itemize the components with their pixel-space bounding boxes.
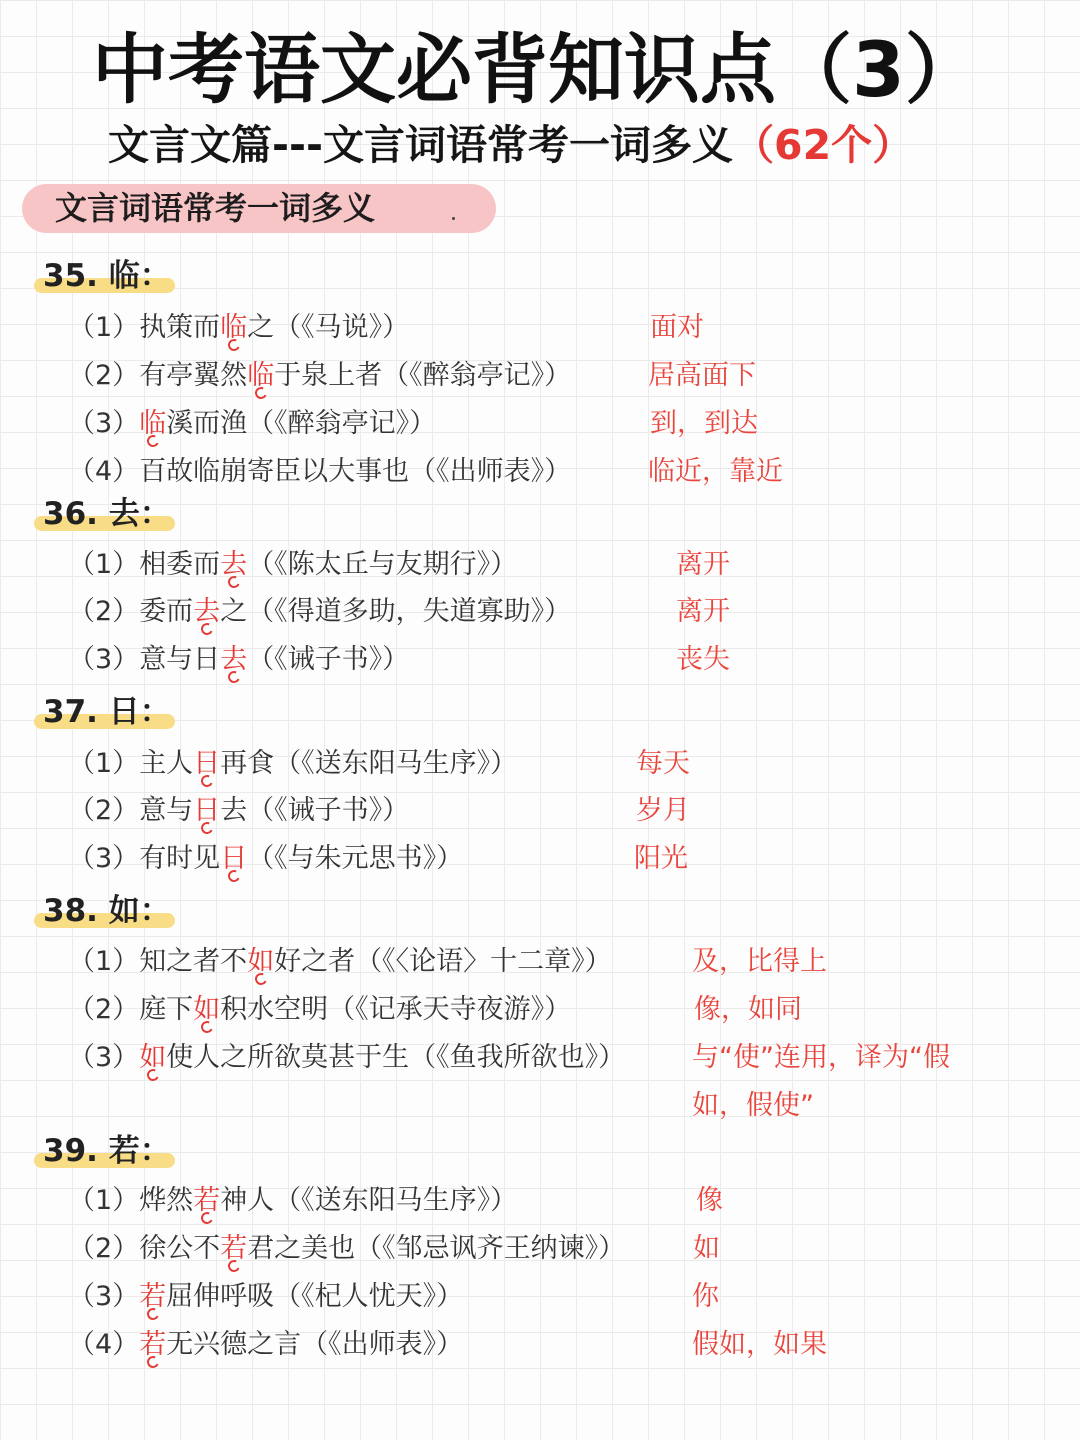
entry-number: （3） (68, 408, 140, 439)
entry-text-before: 庭下 (139, 994, 194, 1025)
subtitle-count: （62个） (733, 121, 914, 169)
entry-text: 百故临崩寄臣以大事也（《出师表》） (139, 456, 572, 487)
entry-text-after: 之（《马说》） (247, 312, 410, 343)
entry-text-before: 主人 (139, 748, 194, 779)
entry-number: （2） (68, 994, 140, 1025)
section-heading-label: 39. 若： (34, 1131, 175, 1171)
section-heading-39 (34, 1131, 175, 1171)
entry-row-38-1 (68, 942, 612, 982)
entry-meaning-37-1: 每天 (636, 748, 690, 779)
entry-key-char: 若 (139, 1325, 166, 1365)
entry-number: （1） (68, 312, 140, 343)
entry-number: （1） (68, 946, 140, 977)
entry-meaning-35-1: 面对 (650, 312, 704, 343)
entry-text-before: 意与日 (139, 644, 221, 675)
entry-number: （3） (68, 644, 140, 675)
entry-key-char: 如 (139, 1038, 166, 1078)
entry-text-after: 于泉上者（《醉翁亭记》） (274, 360, 572, 391)
section-heading-35 (34, 256, 175, 296)
entry-text-after: 无兴德之言（《出师表》） (166, 1329, 464, 1360)
entry-key-char: 临 (247, 356, 274, 396)
entry-number: （1） (68, 748, 140, 779)
section-heading-38 (34, 891, 175, 931)
entry-text-before: 执策而 (139, 312, 221, 343)
entry-text-after: （《诫子书》） (247, 644, 410, 675)
entry-number: （2） (68, 1233, 140, 1264)
entry-key-char: 若 (220, 1229, 247, 1269)
entry-text-after: 再食（《送东阳马生序》） (220, 748, 518, 779)
entry-number: （3） (68, 843, 140, 874)
entry-meaning-37-2: 岁月 (636, 795, 690, 826)
entry-key-char: 日 (220, 839, 247, 879)
entry-row-38-2 (68, 990, 571, 1030)
entry-key-char: 临 (220, 308, 247, 348)
entry-number: （1） (68, 549, 140, 580)
entry-meaning-35-3: 到，到达 (650, 408, 758, 439)
entry-number: （2） (68, 596, 140, 627)
entry-meaning-38-3-line1: 与“使”连用，译为“假 (692, 1042, 950, 1073)
entry-text-before: 相委而 (139, 549, 221, 580)
entry-number: （3） (68, 1281, 140, 1312)
entry-key-char: 如 (193, 990, 220, 1030)
entry-key-char: 若 (139, 1277, 166, 1317)
entry-meaning-39-4: 假如，如果 (692, 1329, 827, 1360)
entry-meaning-36-1: 离开 (676, 549, 730, 580)
entry-text-after: 神人（《送东阳马生序》） (220, 1185, 518, 1216)
entry-key-char: 如 (247, 942, 274, 982)
entry-text-before: 知之者不 (139, 946, 248, 977)
entry-meaning-38-1: 及，比得上 (692, 946, 827, 977)
entry-meaning-38-3-line2: 如，假使” (692, 1090, 814, 1121)
section-heading-label: 37. 日： (34, 692, 175, 732)
entry-number: （2） (68, 360, 140, 391)
entry-text-after: （《与朱元思书》） (247, 843, 464, 874)
section-heading-label: 35. 临： (34, 256, 175, 296)
entry-text-after: 好之者（《〈论语〉十二章》） (274, 946, 612, 977)
entry-row-36-2 (68, 592, 571, 632)
section-heading-label: 36. 去： (34, 494, 175, 534)
entry-text-after: （《陈太丘与友期行》） (247, 549, 518, 580)
entry-row-35-4 (68, 452, 571, 492)
entry-meaning-35-2: 居高面下 (648, 360, 756, 391)
entry-number: （4） (68, 456, 140, 487)
entry-key-char: 临 (139, 404, 166, 444)
entry-meaning-39-2: 如 (693, 1233, 720, 1264)
entry-text-after: 去（《诫子书》） (220, 795, 410, 826)
section-heading-label: 38. 如： (34, 891, 175, 931)
entry-row-39-1 (68, 1181, 517, 1221)
entry-row-39-2 (68, 1229, 625, 1269)
section-heading-36 (34, 494, 175, 534)
entry-key-char: 去 (193, 592, 220, 632)
entry-key-char: 若 (193, 1181, 220, 1221)
entry-row-35-3 (68, 404, 436, 444)
entry-text-before: 委而 (139, 596, 194, 627)
entry-text-after: 君之美也（《邹忌讽齐王纳谏》） (247, 1233, 626, 1264)
section-banner (22, 184, 496, 233)
subtitle-main: 文言文篇---文言词语常考一词多义 (108, 121, 734, 169)
entry-meaning-39-1: 像 (696, 1185, 723, 1216)
entry-text-after: 之（《得道多助，失道寡助》） (220, 596, 572, 627)
entry-row-38-3 (68, 1038, 625, 1078)
entry-meaning-38-2: 像，如同 (694, 994, 802, 1025)
entry-text-before: 意与 (139, 795, 194, 826)
entry-meaning-35-4: 临近，靠近 (648, 456, 783, 487)
entry-text-before: 有时见 (139, 843, 221, 874)
entry-text-after: 溪而渔（《醉翁亭记》） (166, 408, 437, 439)
entry-key-char: 日 (193, 744, 220, 784)
entry-row-37-3 (68, 839, 463, 879)
entry-number: （4） (68, 1329, 140, 1360)
entry-row-35-2 (68, 356, 571, 396)
entry-number: （3） (68, 1042, 140, 1073)
entry-text-before: 徐公不 (139, 1233, 221, 1264)
entry-text-after: 屈伸呼吸（《杞人忧天》） (166, 1281, 464, 1312)
entry-key-char: 日 (193, 791, 220, 831)
entry-meaning-37-3: 阳光 (634, 843, 688, 874)
entry-number: （1） (68, 1185, 140, 1216)
entry-meaning-36-3: 丧失 (676, 644, 730, 675)
page-subtitle (108, 119, 913, 171)
entry-text-before: 有亭翼然 (139, 360, 248, 391)
entry-row-37-1 (68, 744, 517, 784)
entry-key-char: 去 (220, 640, 247, 680)
entry-meaning-39-3: 你 (692, 1281, 719, 1312)
entry-text-before: 烨然 (139, 1185, 194, 1216)
entry-row-35-1 (68, 308, 409, 348)
entry-text-after: 积水空明（《记承天寺夜游》） (220, 994, 572, 1025)
entry-row-37-2 (68, 791, 409, 831)
entry-row-39-4 (68, 1325, 463, 1365)
entry-row-36-1 (68, 545, 517, 585)
page-title: 中考语文必背知识点（3） (92, 25, 981, 114)
entry-text-after: 使人之所欲莫甚于生（《鱼我所欲也》） (166, 1042, 626, 1073)
entry-number: （2） (68, 795, 140, 826)
entry-meaning-36-2: 离开 (676, 596, 730, 627)
section-heading-37 (34, 692, 175, 732)
entry-row-39-3 (68, 1277, 463, 1317)
entry-key-char: 去 (220, 545, 247, 585)
banner-label: 文言词语常考一词多义 (55, 189, 376, 227)
banner-dot (452, 217, 455, 220)
entry-row-36-3 (68, 640, 409, 680)
